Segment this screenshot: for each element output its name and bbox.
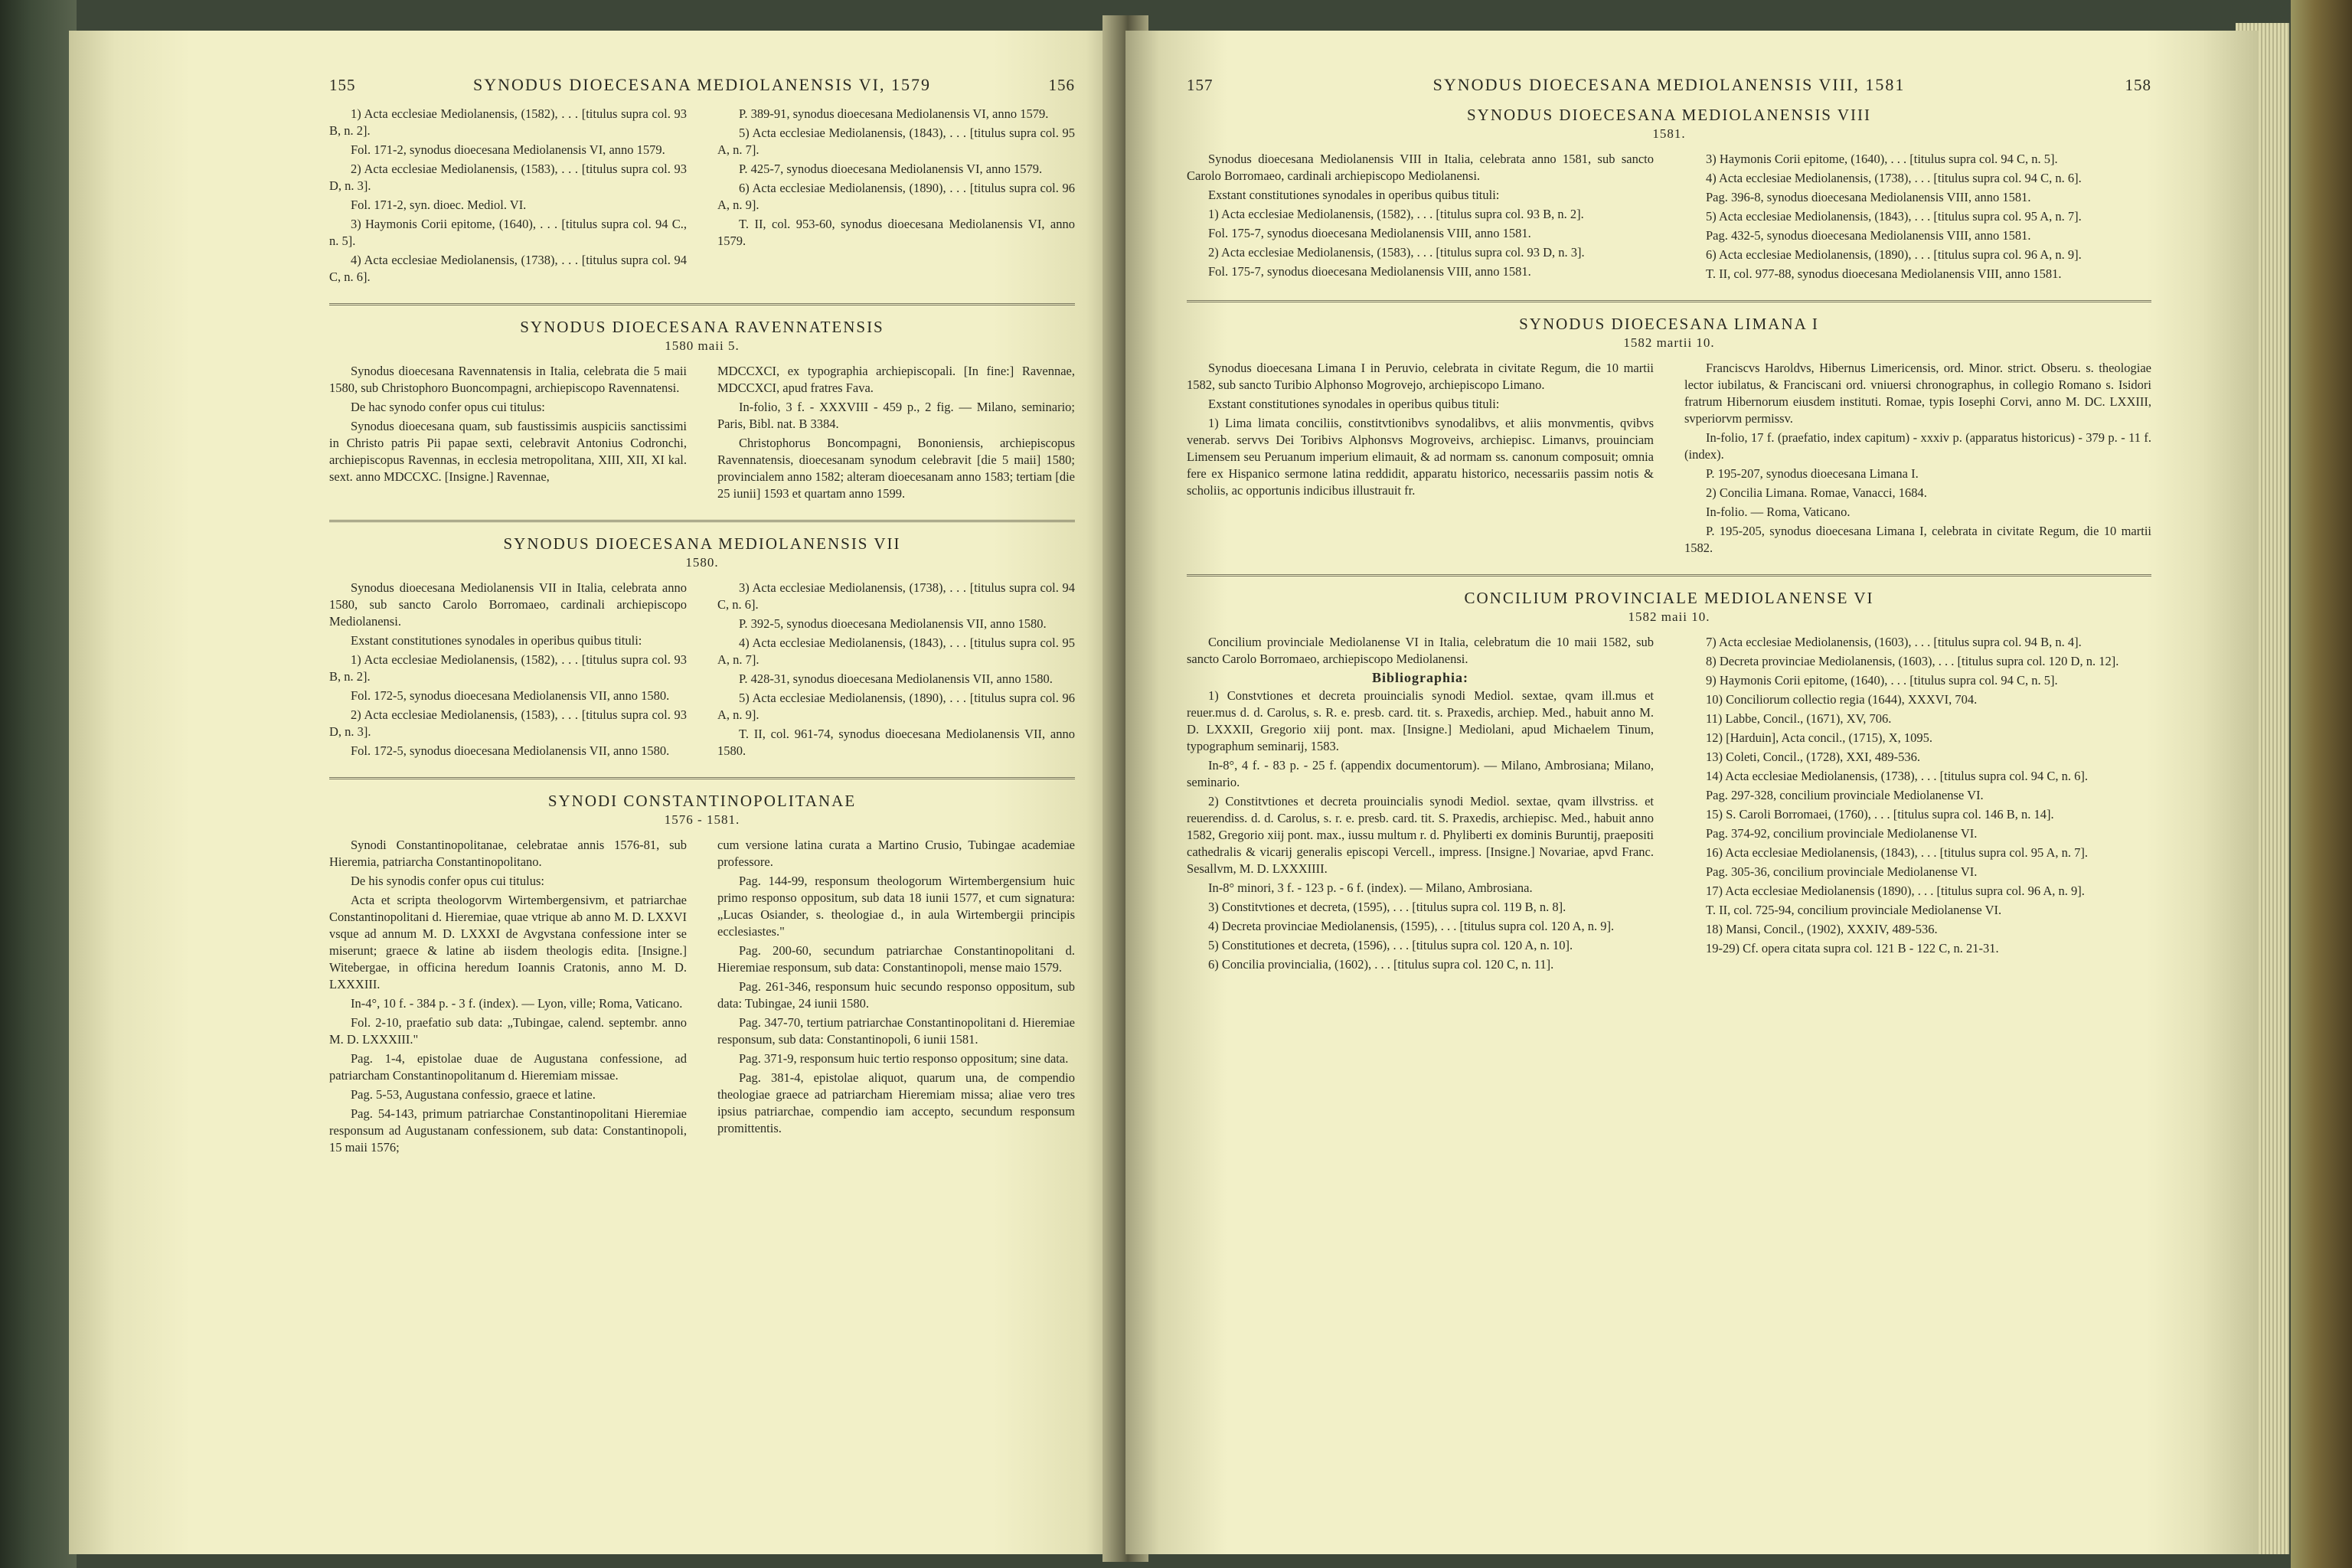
section-divider bbox=[329, 303, 1075, 305]
text-paragraph: Exstant constitutiones synodales in operibus quibus tituli: bbox=[351, 633, 642, 648]
page-number-156: 156 bbox=[1048, 76, 1075, 94]
text-paragraph: Synodus dioecesana Ravennatensis in Italia, celebrata die 5 maii 1580, sub Christophoro Buoncompagni, archiepiscopo Ravennatensi. bbox=[329, 364, 687, 395]
text-paragraph: Pag. 1-4, epistolae duae de Augustana confessione, ad patriarcham Constantinopolitanum d. Hieremiam missae. bbox=[329, 1051, 687, 1083]
running-head: SYNODUS DIOECESANA MEDIOLANENSIS VIII, 1581 bbox=[1432, 75, 1906, 94]
text-paragraph: In-folio, 3 f. - XXXVIII - 459 p., 2 fig. — Milano, seminario; Paris, Bibl. nat. B 3384. bbox=[717, 400, 1075, 431]
text-paragraph: T. II, col. 725-94, concilium provinciale Mediolanense VI. bbox=[1706, 903, 2002, 917]
text-paragraph: 4) Acta ecclesiae Mediolanensis, (1843), . . . [titulus supra col. 95 A, n. 7]. bbox=[717, 635, 1075, 667]
text-paragraph: Pag. 305-36, concilium provinciale Mediolanense VI. bbox=[1706, 864, 1978, 879]
section-title: CONCILIUM PROVINCIALE MEDIOLANENSE VI bbox=[1464, 589, 1874, 607]
text-paragraph: 1) Lima limata conciliis, constitvtionibvs synodalibvs, et aliis monvmentis, qvibvs venerab. servvs Dei Toribivs Alphonsvs Mogroveivs, archiepisc. Limanvs, prouinciam Limensem seu Peruanum imperium elimauit, & ad normam ss. canonum composuit; omnia fere ex Hispanico sermone latina reddidit, apparatu historico, necessariis passim notis & scholiis, ac opportunis indicibus illustrauit fr. bbox=[1187, 416, 1654, 498]
section-constantinopolitanae bbox=[329, 837, 1075, 1158]
section-divider bbox=[1187, 300, 2151, 302]
bibliography-list bbox=[1187, 688, 1654, 973]
text-paragraph: 4) Acta ecclesiae Mediolanensis, (1738), . . . [titulus supra col. 94 C, n. 6]. bbox=[1706, 171, 2082, 185]
text-paragraph: Fol. 171-2, syn. dioec. Mediol. VI. bbox=[351, 198, 527, 212]
text-paragraph: 2) Acta ecclesiae Mediolanensis, (1583), . . . [titulus supra col. 93 D, n. 3]. bbox=[329, 707, 687, 739]
text-paragraph: 13) Coleti, Concil., (1728), XXI, 489-536. bbox=[1706, 750, 1921, 764]
section-date: 1581. bbox=[1652, 126, 1686, 141]
section-concilium-provinciale-vi bbox=[1187, 634, 2151, 975]
text-paragraph: T. II, col. 953-60, synodus dioecesana Mediolanensis VI, anno 1579. bbox=[717, 217, 1075, 248]
text-paragraph: P. 392-5, synodus dioecesana Mediolanensis VII, anno 1580. bbox=[739, 616, 1047, 631]
text-paragraph: Synodi Constantinopolitanae, celebratae annis 1576-81, sub Hieremia, patriarcha Constantinopolitano. bbox=[329, 838, 687, 869]
text-paragraph: 3) Acta ecclesiae Mediolanensis, (1738), . . . [titulus supra col. 94 C, n. 6]. bbox=[717, 580, 1075, 612]
text-paragraph: Pag. 347-70, tertium patriarchae Constantinopolitani d. Hieremiae responsum, sub data: Constantinopoli, 6 iunii 1581. bbox=[717, 1015, 1075, 1047]
text-paragraph: Christophorus Boncompagni, Bononiensis, archiepiscopus Ravennatensis, dioecesanam synodum celebravit [die 5 maii] 1580; provincialem anno 1582; alteram dioecesanam anno 1583; tertiam [die 25 iunii] 1593 et quartam anno 1599. bbox=[717, 436, 1075, 501]
section-date: 1576 - 1581. bbox=[664, 812, 740, 827]
text-paragraph: 7) Acta ecclesiae Mediolanensis, (1603), . . . [titulus supra col. 94 B, n. 4]. bbox=[1706, 635, 2082, 649]
text-paragraph: T. II, col. 961-74, synodus dioecesana Mediolanensis VII, anno 1580. bbox=[717, 727, 1075, 758]
text-paragraph: Pag. 371-9, responsum huic tertio responso oppositum; sine data. bbox=[739, 1051, 1069, 1066]
text-paragraph: Synodus dioecesana Limana I in Peruvio, celebrata in civitate Regum, die 10 martii 1582, sub sancto Turibio Alphonso Mogrovejo, archiepiscopo Limano. bbox=[1187, 361, 1654, 392]
text-paragraph: 17) Acta ecclesiae Mediolanensis (1890), . . . [titulus supra col. 96 A, n. 9]. bbox=[1706, 884, 2085, 898]
text-paragraph: 15) S. Caroli Borromaei, (1760), . . . [titulus supra col. 146 B, n. 14]. bbox=[1706, 807, 2054, 822]
column-right bbox=[717, 580, 1075, 762]
text-paragraph: 12) [Harduin], Acta concil., (1715), X, 1095. bbox=[1706, 730, 1933, 745]
column-left bbox=[329, 580, 687, 762]
text-paragraph: cum versione latina curata a Martino Crusio, Tubingae academiae professore. bbox=[717, 838, 1075, 869]
text-paragraph: 19-29) Cf. opera citata supra col. 121 B - 122 C, n. 21-31. bbox=[1706, 941, 1999, 956]
right-page bbox=[1125, 31, 2259, 1554]
section-title: SYNODUS DIOECESANA MEDIOLANENSIS VII bbox=[503, 534, 901, 553]
section-title: SYNODUS DIOECESANA MEDIOLANENSIS VIII bbox=[1466, 106, 1872, 124]
text-paragraph: 14) Acta ecclesiae Mediolanensis, (1738), . . . [titulus supra col. 94 C, n. 6]. bbox=[1706, 769, 2089, 783]
section-mediolanensis-vii bbox=[329, 580, 1075, 762]
section-divider bbox=[1187, 574, 2151, 577]
text-paragraph: P. 389-91, synodus dioecesana Mediolanensis VI, anno 1579. bbox=[739, 106, 1049, 121]
text-paragraph: MDCCXCI, ex typographia archiepiscopali. [In fine:] Ravennae, MDCCXCI, apud fratres Fava. bbox=[717, 364, 1075, 395]
text-paragraph: Pag. 200-60, secundum patriarchae Constantinopolitani d. Hieremiae responsum, sub data: Constantinopoli, mense maio 1579. bbox=[717, 943, 1075, 975]
text-paragraph: Fol. 171-2, synodus dioecesana Mediolanensis VI, anno 1579. bbox=[351, 142, 665, 157]
text-paragraph: Pag. 396-8, synodus dioecesana Mediolanensis VIII, anno 1581. bbox=[1706, 190, 2031, 204]
text-paragraph: Pag. 374-92, concilium provinciale Mediolanense VI. bbox=[1706, 826, 1978, 841]
text-paragraph: Pag. 297-328, concilium provinciale Mediolanense VI. bbox=[1706, 788, 1984, 802]
text-paragraph: Fol. 172-5, synodus dioecesana Mediolanensis VII, anno 1580. bbox=[351, 688, 670, 703]
text-paragraph: 16) Acta ecclesiae Mediolanensis, (1843), . . . [titulus supra col. 95 A, n. 7]. bbox=[1706, 845, 2089, 860]
section-title: SYNODI CONSTANTINOPOLITANAE bbox=[547, 792, 857, 810]
text-paragraph: In-8°, 4 f. - 83 p. - 25 f. (appendix documentorum). — Milano, Ambrosiana; Milano, seminario. bbox=[1187, 758, 1654, 789]
text-paragraph: Fol. 175-7, synodus dioecesana Mediolanensis VIII, anno 1581. bbox=[1208, 264, 1531, 279]
column-right bbox=[717, 837, 1075, 1158]
text-paragraph: 5) Constitutiones et decreta, (1596), . . . [titulus supra col. 120 A, n. 10]. bbox=[1208, 938, 1573, 952]
section-date: 1582 martii 10. bbox=[1623, 335, 1715, 350]
text-paragraph: 1) Constvtiones et decreta prouincialis synodi Mediol. sextae, qvam ill.mus et reuer.mus d. d. Carolus, s. R. e. presb. card. tit. s. Praxedis, archiep. Med., habuit anno M. D. LXXXII, Gregorio xiij pont. max. [Insigne.] Mediolani, apud Michaelem Tinum, typographum seminarij, 1583. bbox=[1187, 688, 1654, 753]
text-paragraph: 1) Acta ecclesiae Mediolanensis, (1582), . . . [titulus supra col. 93 B, n. 2]. bbox=[1208, 207, 1584, 221]
text-paragraph: 5) Acta ecclesiae Mediolanensis, (1843), . . . [titulus supra col. 95 A, n. 7]. bbox=[717, 126, 1075, 157]
text-paragraph: Concilium provinciale Mediolanense VI in Italia, celebratum die 10 maii 1582, sub sancto Carolo Borromaeo, archiepiscopo Mediolanensi. bbox=[1187, 635, 1654, 666]
text-paragraph: In-8° minori, 3 f. - 123 p. - 6 f. (index). — Milano, Ambrosiana. bbox=[1208, 880, 1533, 895]
text-paragraph: P. 428-31, synodus dioecesana Mediolanensis VII, anno 1580. bbox=[739, 671, 1053, 686]
text-paragraph: Franciscvs Haroldvs, Hibernus Limericensis, ord. Minor. strict. Obseru. s. theologiae lector iubilatus, & Franciscani ord. vniuersi chronographus, in collegio Romano s. Isidori fratrum Hibernorum eiusdem instituti. Romae, typis Iosephi Corvi, anno M. DC. LXXIII, svperiorvm permissv. bbox=[1684, 361, 2151, 426]
text-paragraph: 1) Acta ecclesiae Mediolanensis, (1582), . . . [titulus supra col. 93 B, n. 2]. bbox=[329, 652, 687, 684]
right-page-header bbox=[1187, 75, 2151, 95]
left-page-header bbox=[329, 75, 1075, 95]
text-paragraph: 2) Constitvtiones et decreta prouincialis synodi Mediol. sextae, qvam illvstriss. et reuerendiss. d. d. Carolus, s. r. e. presb. card. tit. S. Praxedis, archiepisc. Med., habuit anno 1582, Gregorio xiij pont. max., iussu multum r. d. Phyliberti ex dominis Buruntij, praepositi cathedralis & vicarij generalis episcopi Vercell., impress. [Insigne.] Novariae, apvd Franc. Sesallvm, M. D. LXXXIIII. bbox=[1187, 794, 1654, 876]
text-paragraph: De hac synodo confer opus cui titulus: bbox=[351, 400, 545, 414]
section-mediolanensis-vi-continued bbox=[329, 106, 1075, 288]
text-paragraph: Fol. 2-10, praefatio sub data: „Tubingae, calend. septembr. anno M. D. LXXXIII." bbox=[329, 1015, 687, 1047]
text-paragraph: In-folio, 17 f. (praefatio, index capitum) - xxxiv p. (apparatus historicus) - 379 p. - 11 f. (index). bbox=[1684, 430, 2151, 462]
column-right bbox=[1684, 151, 2151, 285]
text-paragraph: 6) Acta ecclesiae Mediolanensis, (1890), . . . [titulus supra col. 96 A, n. 9]. bbox=[1706, 247, 2082, 262]
text-paragraph: P. 195-205, synodus dioecesana Limana I, celebrata in civitate Regum, die 10 martii 1582. bbox=[1684, 524, 2151, 555]
text-paragraph: Exstant constitutiones synodales in operibus quibus tituli: bbox=[1208, 188, 1500, 202]
text-paragraph: 18) Mansi, Concil., (1902), XXXIV, 489-536. bbox=[1706, 922, 1938, 936]
text-paragraph: 6) Acta ecclesiae Mediolanensis, (1890), . . . [titulus supra col. 96 A, n. 9]. bbox=[717, 181, 1075, 212]
column-left bbox=[1187, 151, 1654, 285]
column-left bbox=[329, 363, 687, 505]
text-paragraph: 4) Decreta provinciae Mediolanensis, (1595), . . . [titulus supra col. 120 A, n. 9]. bbox=[1208, 919, 1615, 933]
background-left bbox=[0, 0, 77, 1568]
page-number-157: 157 bbox=[1187, 76, 1214, 94]
text-paragraph: 4) Acta ecclesiae Mediolanensis, (1738), . . . [titulus supra col. 94 C, n. 6]. bbox=[329, 253, 687, 284]
section-date: 1582 maii 10. bbox=[1628, 609, 1710, 624]
text-paragraph: 3) Haymonis Corii epitome, (1640), . . . [titulus supra col. 94 C, n. 5]. bbox=[1706, 152, 2058, 166]
column-right bbox=[717, 106, 1075, 288]
left-page bbox=[69, 31, 1118, 1554]
text-paragraph: Pag. 432-5, synodus dioecesana Mediolanensis VIII, anno 1581. bbox=[1706, 228, 2031, 243]
text-paragraph: Exstant constitutiones synodales in operibus quibus tituli: bbox=[1208, 397, 1500, 411]
text-paragraph: 5) Acta ecclesiae Mediolanensis, (1843), . . . [titulus supra col. 95 A, n. 7]. bbox=[1706, 209, 2082, 224]
text-paragraph: Fol. 172-5, synodus dioecesana Mediolanensis VII, anno 1580. bbox=[351, 743, 670, 758]
book-cover-edge bbox=[2291, 0, 2352, 1568]
column-left bbox=[1187, 360, 1654, 559]
text-paragraph: Synodus dioecesana quam, sub faustissimis auspiciis sanctissimi in Christo patris Pii papae sexti, celebravit Antonius Codronchi, archiepiscopus Ravennas, in ecclesia metropolitana, XIII, XII, XI kal. sext. anno MDCCXC. [Insigne.] Ravennae, bbox=[329, 419, 687, 484]
page-number-155: 155 bbox=[329, 76, 356, 94]
section-date: 1580. bbox=[685, 555, 719, 570]
text-paragraph: 8) Decreta provinciae Mediolanensis, (1603), . . . [titulus supra col. 120 D, n. 12]. bbox=[1706, 654, 2119, 668]
section-ravennatensis bbox=[329, 363, 1075, 505]
text-paragraph: Pag. 5-53, Augustana confessio, graece et latine. bbox=[351, 1087, 596, 1102]
column-left bbox=[329, 837, 687, 1158]
column-right bbox=[1684, 634, 2151, 975]
text-paragraph: 2) Concilia Limana. Romae, Vanacci, 1684. bbox=[1706, 485, 1927, 500]
bibliographia-heading: Bibliographia: bbox=[1371, 670, 1469, 685]
text-paragraph: 6) Concilia provincialia, (1602), . . . [titulus supra col. 120 C, n. 11]. bbox=[1208, 957, 1554, 972]
text-paragraph: Acta et scripta theologorvm Wirtembergensivm, et patriarchae Constantinopolitani d. Hieremiae, quae vtrique ab anno M. D. LXXVI vsque ad annum M. D. LXXXI de Avgvstana confessione inter se miserunt; graece & latine ab iisdem theologis edita. [Insigne.] Witebergae, in officina heredum Ioannis Cratonis, anno M. D. LXXXIII. bbox=[329, 893, 687, 991]
running-head: SYNODUS DIOECESANA MEDIOLANENSIS VI, 1579 bbox=[472, 75, 931, 94]
text-paragraph: 9) Haymonis Corii epitome, (1640), . . . [titulus supra col. 94 C, n. 5]. bbox=[1706, 673, 2058, 688]
text-paragraph: 11) Labbe, Concil., (1671), XV, 706. bbox=[1706, 711, 1892, 726]
text-paragraph: 5) Acta ecclesiae Mediolanensis, (1890), . . . [titulus supra col. 96 A, n. 9]. bbox=[717, 691, 1075, 722]
section-limana-i bbox=[1187, 360, 2151, 559]
column-left bbox=[329, 106, 687, 288]
column-right bbox=[717, 363, 1075, 505]
section-title: SYNODUS DIOECESANA LIMANA I bbox=[1519, 315, 1819, 333]
text-paragraph: In-4°, 10 f. - 384 p. - 3 f. (index). — Lyon, ville; Roma, Vaticano. bbox=[351, 996, 683, 1011]
text-paragraph: Pag. 144-99, responsum theologorum Wirtembergensium huic primo responso oppositum, sub data 18 iunii 1577, et cum signatura: „Lucas Osiander, s. theologiae d., in aula Wirtembergii principis ecclesiastes." bbox=[717, 874, 1075, 939]
text-paragraph: Synodus dioecesana Mediolanensis VII in Italia, celebrata anno 1580, sub sancto Carolo Borromaeo, cardinali archiepiscopo Mediolanensi. bbox=[329, 580, 687, 629]
text-paragraph: 3) Constitvtiones et decreta, (1595), . . . [titulus supra col. 119 B, n. 8]. bbox=[1208, 900, 1566, 914]
text-paragraph: P. 425-7, synodus dioecesana Mediolanensis VI, anno 1579. bbox=[739, 162, 1043, 176]
text-paragraph: 3) Haymonis Corii epitome, (1640), . . . [titulus supra col. 94 C., n. 5]. bbox=[329, 217, 687, 248]
text-paragraph: P. 195-207, synodus dioecesana Limana I. bbox=[1706, 466, 1919, 481]
text-paragraph: 2) Acta ecclesiae Mediolanensis, (1583), . . . [titulus supra col. 93 D, n. 3]. bbox=[329, 162, 687, 193]
column-left bbox=[1187, 634, 1654, 975]
section-mediolanensis-viii bbox=[1187, 151, 2151, 285]
text-paragraph: Synodus dioecesana Mediolanensis VIII in Italia, celebrata anno 1581, sub sancto Carolo Borromaeo, cardinali archiepiscopo Mediolanensi. bbox=[1187, 152, 1654, 183]
section-divider bbox=[329, 520, 1075, 522]
text-paragraph: Pag. 54-143, primum patriarchae Constantinopolitani Hieremiae responsum ad Augustanam confessionem, sub data: Constantinopoli, 15 maii 1576; bbox=[329, 1106, 687, 1155]
text-paragraph: Fol. 175-7, synodus dioecesana Mediolanensis VIII, anno 1581. bbox=[1208, 226, 1531, 240]
page-number-158: 158 bbox=[2125, 76, 2151, 94]
text-paragraph: 1) Acta ecclesiae Mediolanensis, (1582), . . . [titulus supra col. 93 B, n. 2]. bbox=[329, 106, 687, 138]
section-divider bbox=[329, 777, 1075, 779]
text-paragraph: In-folio. — Roma, Vaticano. bbox=[1706, 505, 1851, 519]
section-date: 1580 maii 5. bbox=[665, 338, 740, 353]
column-right bbox=[1684, 360, 2151, 559]
intro-paragraph bbox=[1187, 634, 1654, 668]
text-paragraph: Pag. 381-4, epistolae aliquot, quarum una, de compendio theologiae graece ad patriarcham Hieremiam missa; aliae vero tres ipsius patriarchae, compendio iam accepto, secundum responsum promittentis. bbox=[717, 1070, 1075, 1135]
text-paragraph: De his synodis confer opus cui titulus: bbox=[351, 874, 544, 888]
text-paragraph: T. II, col. 977-88, synodus dioecesana Mediolanensis VIII, anno 1581. bbox=[1706, 266, 2062, 281]
text-paragraph: Pag. 261-346, responsum huic secundo responso oppositum, sub data: Tubingae, 24 iunii 1580. bbox=[717, 979, 1075, 1011]
text-paragraph: 2) Acta ecclesiae Mediolanensis, (1583), . . . [titulus supra col. 93 D, n. 3]. bbox=[1208, 245, 1585, 260]
text-paragraph: 10) Conciliorum collectio regia (1644), XXXVI, 704. bbox=[1706, 692, 1978, 707]
section-title: SYNODUS DIOECESANA RAVENNATENSIS bbox=[520, 318, 884, 336]
